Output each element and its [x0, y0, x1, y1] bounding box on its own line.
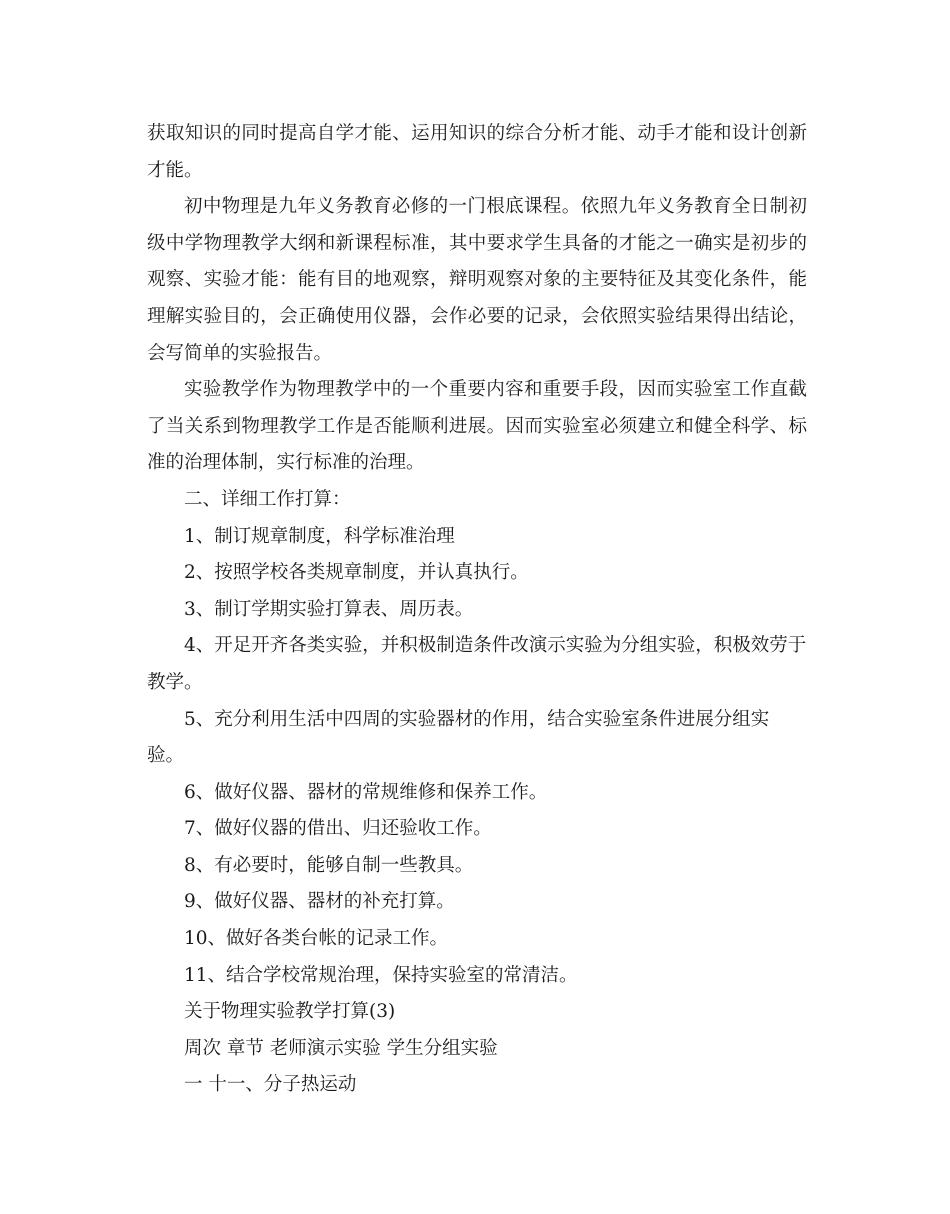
list-item-2: 2、按照学校各类规章制度，并认真执行。: [184, 562, 529, 584]
list-item-4: 4、开足开齐各类实验，并积极制造条件改演示实验为分组实验，积极效劳于教学。: [147, 635, 807, 693]
list-item-10: 10、做好各类台帐的记录工作。: [184, 928, 449, 950]
section-title-plan-3: 关于物理实验教学打算(3): [184, 1001, 396, 1023]
paragraph-course-intro: 初中物理是九年义务教育必修的一门根底课程。依照九年义务教育全日制初级中学物理教学大纲和新课程标准，其中要求学生具备的才能之一确实是初步的观察、实验才能：能有目的地观察，辩明观察对象的主要特征及其变化条件，能理解实验目的，会正确使用仪器，会作必要的记录，会依照实验结果得出结论，会写简单的实验报告。: [147, 196, 807, 364]
list-item-11: 11、结合学校常规治理，保持实验室的常清洁。: [184, 964, 578, 986]
paragraph-continuation: 获取知识的同时提高自学才能、运用知识的综合分析才能、动手才能和设计创新才能。: [147, 123, 807, 181]
document-body: [147, 116, 807, 1104]
list-item-5: 5、充分利用生活中四周的实验器材的作用，结合实验室条件进展分组实验。: [147, 708, 770, 767]
list-item-7: 7、做好仪器的借出、归还验收工作。: [184, 818, 492, 840]
list-item-9: 9、做好仪器、器材的补充打算。: [184, 891, 455, 913]
list-item-1: 1、制订规章制度，科学标准治理: [184, 525, 455, 547]
paragraph-lab-teaching: 实验教学作为物理教学中的一个重要内容和重要手段，因而实验室工作直截了当关系到物理教学工作是否能顺利进展。因而实验室必须建立和健全科学、标准的治理体制，实行标准的治理。: [147, 379, 807, 474]
table-row-1: 一 十一、分子热运动: [184, 1074, 357, 1096]
table-header-row: 周次 章节 老师演示实验 学生分组实验: [184, 1037, 498, 1059]
list-item-8: 8、有必要时，能够自制一些教具。: [184, 854, 474, 876]
list-item-6: 6、做好仪器、器材的常规维修和保养工作。: [184, 781, 548, 803]
list-item-3: 3、制订学期实验打算表、周历表。: [184, 598, 474, 620]
section-heading-work-plan: 二、详细工作打算：: [184, 488, 351, 510]
